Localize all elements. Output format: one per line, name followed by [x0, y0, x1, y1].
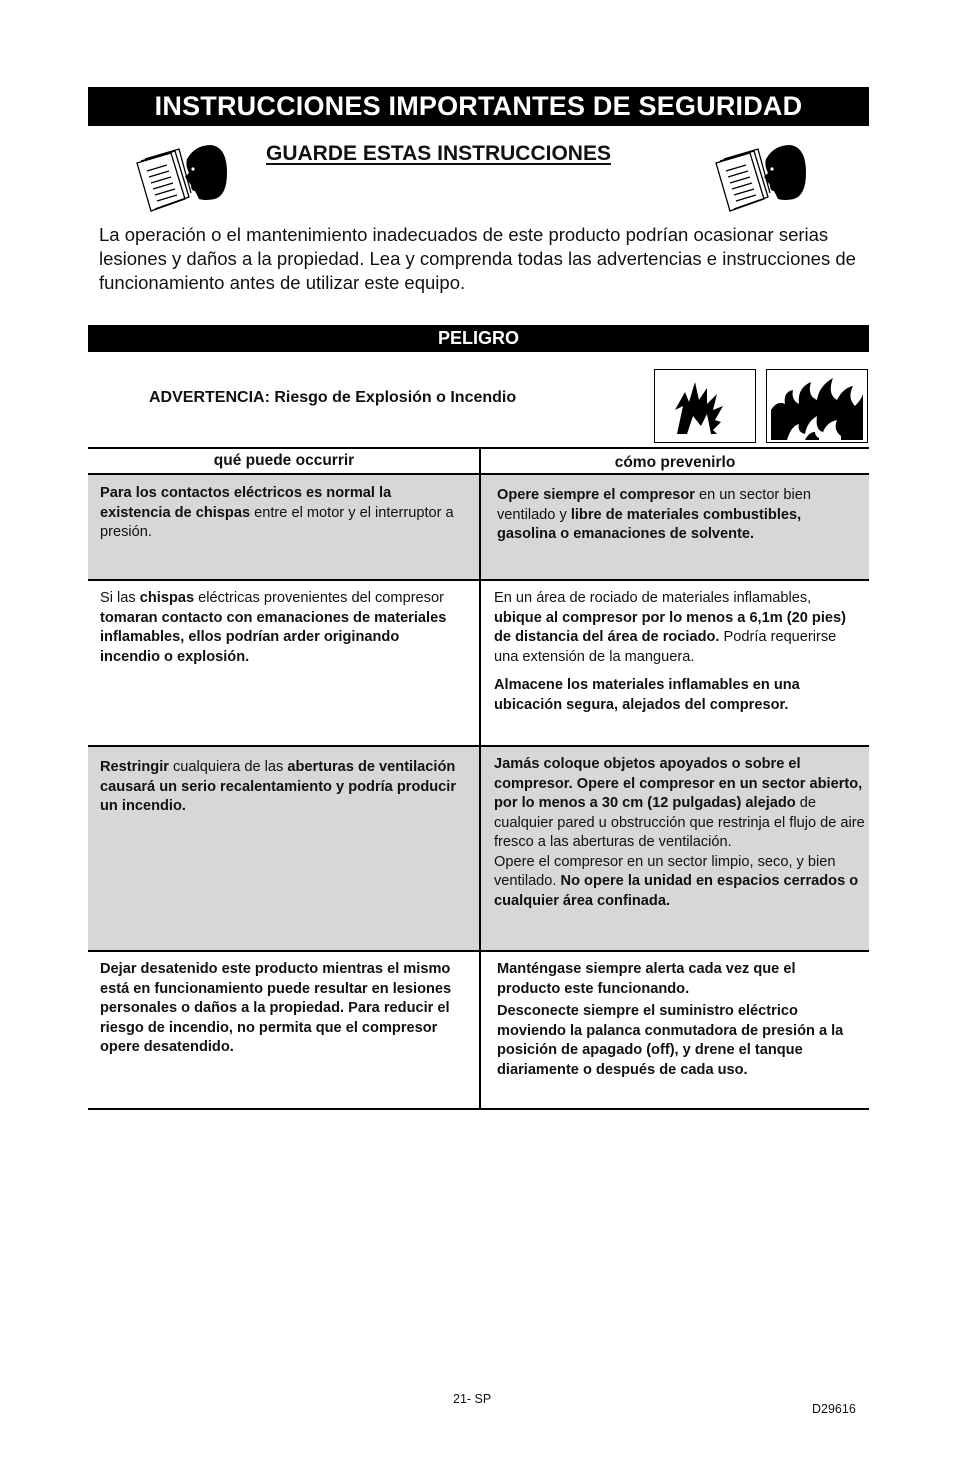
table-cell-what: [100, 758, 468, 817]
cell-text-bold: Para los contactos eléctricos es normal la existencia de chispas: [100, 485, 392, 521]
cell-paragraph: [494, 755, 868, 853]
table-cell-how: [497, 486, 855, 545]
table-cell-what: [100, 589, 460, 667]
cell-text: Si las: [100, 590, 140, 606]
cell-text: En un área de rociado de materiales inflamables,: [494, 590, 812, 606]
document-code: D29616: [812, 1402, 856, 1416]
cell-text-bold: Restringir: [100, 759, 169, 775]
read-manual-icon: [135, 143, 230, 215]
cell-paragraph: [497, 960, 855, 999]
cell-text-bold: libre de materiales combustibles, gasolina o emanaciones de solvente.: [497, 506, 802, 542]
table-cell-what: [100, 484, 460, 543]
cell-text-bold: ubique al compresor por lo menos a 6,1m (20 pies) de distancia del área de rociado.: [494, 609, 846, 645]
cell-paragraph: [494, 676, 860, 715]
cell-text-bold: chispas: [139, 590, 195, 606]
table-header-rule: [479, 473, 869, 475]
cell-text-bold: Almacene los materiales inflamables en una ubicación segura, alejados del compresor.: [494, 677, 800, 713]
table-header-rule: [88, 473, 480, 475]
cell-text-bold: Desconecte siempre el suministro eléctrico moviendo la palanca conmutadora de presión a la posición de apagado (off), y drene el tanque diariamente o después de cada uso.: [497, 1003, 844, 1078]
subtitle: GUARDE ESTAS INSTRUCCIONES: [266, 142, 611, 165]
table-cell-what: [100, 960, 462, 1058]
cell-text: en un sector bien ventilado y: [497, 487, 811, 523]
cell-text-bold: Opere siempre el compresor: [497, 487, 695, 503]
danger-banner: PELIGRO: [88, 325, 869, 352]
cell-paragraph: [494, 589, 860, 667]
column-header-how: cómo prevenirlo: [614, 454, 736, 471]
table-cell-how: [494, 589, 860, 715]
cell-text-bold: tomaran contacto con emanaciones de materiales inflamables, ellos podrían arder originando incendio o explosión.: [100, 609, 447, 665]
warning-label: ADVERTENCIA: Riesgo de Explosión o Incendio: [149, 389, 517, 406]
page-title: INSTRUCCIONES IMPORTANTES DE SEGURIDAD: [88, 87, 869, 126]
table-cell-how: [494, 755, 868, 911]
cell-text-bold: No opere la unidad en espacios cerrados o cualquier área confinada.: [494, 873, 859, 909]
cell-text-bold: Dejar desatenido este producto mientras el mismo está en funcionamiento puede resultar en lesiones personales o daños a la propiedad. Para reducir el riesgo de incendio, no permita que el compresor opere desatendido.: [100, 961, 452, 1055]
fire-icon: [766, 369, 868, 443]
cell-text-bold: aberturas de ventilación causará un serio recalentamiento y podría producir un incendio.: [100, 759, 457, 814]
cell-text: Podría requerirse una extensión de la manguera.: [494, 629, 837, 665]
intro-paragraph: La operación o el mantenimiento inadecuados de este producto podrían ocasionar serias lesiones y daños a la propiedad. Lea y comprenda todas las advertencias e instrucciones de funcionamiento antes de utilizar este equipo.: [99, 224, 856, 293]
explosion-icon: [654, 369, 756, 443]
read-manual-icon: [714, 143, 809, 215]
cell-text: de cualquier pared u obstrucción que restrinja el flujo de aire fresco a las aberturas de ventilación.: [494, 795, 865, 850]
cell-text: Opere el compresor en un sector limpio, seco, y bien ventilado.: [494, 853, 836, 889]
cell-text-bold: Manténgase siempre alerta cada vez que el producto este funcionando.: [497, 961, 796, 997]
cell-text: entre el motor y el interruptor a presión.: [100, 504, 454, 540]
cell-text-bold: Jamás coloque objetos apoyados o sobre el compresor. Opere el compresor en un sector abierto, por lo menos a 30 cm (12 pulgadas) alejado: [494, 756, 863, 811]
cell-text: cualquiera de las: [168, 759, 288, 775]
cell-paragraph: [497, 486, 855, 545]
page-number: 21- SP: [453, 1392, 492, 1406]
cell-paragraph: [497, 1002, 855, 1080]
cell-paragraph: [494, 853, 868, 912]
column-header-what: qué puede occurrir: [213, 452, 355, 469]
table-cell-how: [497, 960, 855, 1080]
cell-text: eléctricas provenientes del compresor: [194, 590, 444, 606]
column-divider: [479, 447, 481, 1110]
